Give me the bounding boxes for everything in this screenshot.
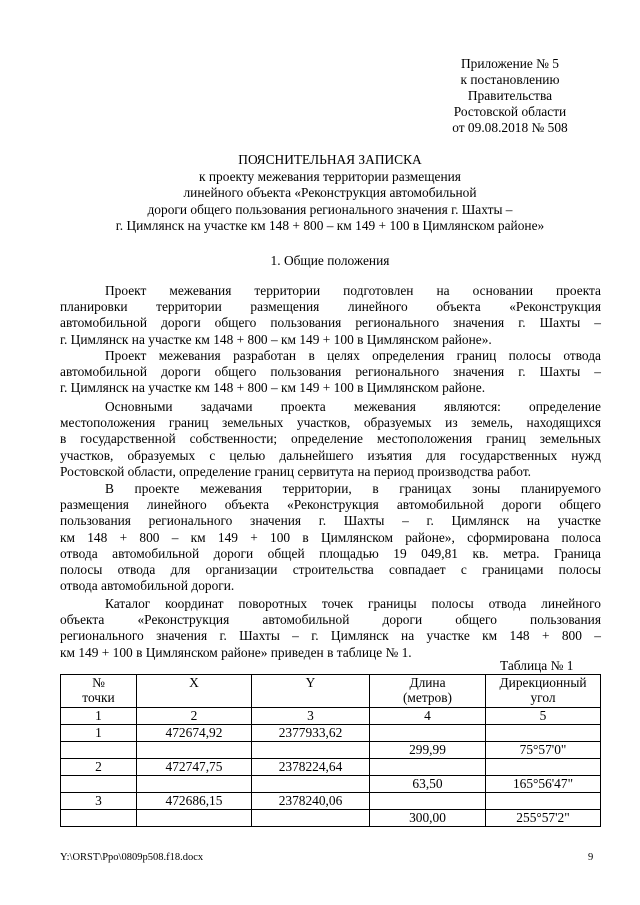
cell-y (252, 742, 370, 759)
text-line: в государственной собственности; определение местоположения границ земельных (60, 431, 601, 447)
cell-length (370, 793, 486, 810)
table-caption: Таблица № 1 (500, 658, 574, 673)
footer-file-path: Y:\ORST\Ppo\0809p508.f18.docx (60, 852, 204, 863)
text-line: планировки территории размещения линейного объекта «Реконструкция (60, 299, 601, 315)
text-line: отвода автомобильной дороги общей площадью 19 049,81 кв. метра. Граница (60, 545, 601, 561)
text-line: Каталог координат поворотных точек границы полосы отвода линейного (105, 596, 601, 611)
text-line: Основными задачами проекта межевания являются: определение (105, 399, 601, 414)
cell-direction (486, 793, 601, 810)
text-line: Проект межевания разработан в целях определения границ полосы отвода (105, 348, 601, 363)
coordinates-table (60, 674, 601, 827)
appendix-block (410, 56, 610, 136)
cell-num (61, 810, 137, 827)
cell-direction (486, 725, 601, 742)
cell-direction (486, 759, 601, 776)
cell-direction: 255°57'2" (486, 810, 601, 827)
text-line: пользования регионального значения г. Шахты – г. Цимлянск на участке (60, 513, 601, 529)
paragraph-1 (60, 283, 601, 348)
appendix-line: Ростовской области (453, 104, 567, 119)
document-heading: ПОЯСНИТЕЛЬНАЯ ЗАПИСКА (238, 152, 422, 167)
appendix-line: к постановлению (460, 72, 560, 87)
header-y: Y (252, 675, 370, 708)
text-line: полосы отвода для организации строительства совпадает с границами полосы (60, 561, 601, 577)
title-line: линейного объекта «Реконструкция автомобильной (183, 185, 477, 200)
cell-length: 299,99 (370, 742, 486, 759)
text-line: автомобильной дороги общего пользования регионального значения г. Шахты – (60, 315, 601, 331)
table-row (61, 810, 601, 827)
cell-length: 300,00 (370, 810, 486, 827)
cell-y: 2378224,64 (252, 759, 370, 776)
text-line: Проект межевания территории подготовлен на основании проекта (105, 283, 601, 298)
paragraph-3 (60, 399, 601, 480)
text-line: отвода автомобильной дороги. (60, 578, 235, 594)
column-number: 4 (370, 708, 486, 725)
cell-y (252, 776, 370, 793)
header-text: Дирекционный (499, 675, 587, 690)
section-heading: 1. Общие положения (270, 253, 390, 268)
header-point-number (61, 675, 137, 708)
header-direction (486, 675, 601, 708)
header-text: точки (82, 690, 115, 705)
text-line: Ростовской области, определение границ сервитута на период производства работ. (60, 463, 532, 479)
table-row (61, 742, 601, 759)
text-line: местоположения границ земельных участков, образуемых из земель, находящихся (60, 415, 601, 431)
column-number: 5 (486, 708, 601, 725)
text-line: г. Цимлянск на участке км 148 + 800 – км 149 + 100 в Цимлянском районе. (60, 380, 486, 396)
appendix-line: Правительства (467, 88, 553, 103)
title-line: к проекту межевания территории размещения (199, 168, 461, 184)
text-line: размещения линейного объекта «Реконструкция автомобильной дороги общего (60, 497, 601, 513)
cell-num: 1 (61, 725, 137, 742)
appendix-line: от 09.08.2018 № 508 (452, 120, 568, 135)
text-line: регионального значения г. Шахты – г. Цимлянск на участке км 148 + 800 – (60, 628, 601, 644)
cell-length (370, 759, 486, 776)
table-row (61, 725, 601, 742)
text-line: объекта «Реконструкция автомобильной дороги общего пользования (60, 612, 601, 628)
paragraph-2 (60, 348, 601, 397)
cell-direction: 75°57'0" (486, 742, 601, 759)
paragraph-5 (60, 596, 601, 661)
header-text: (метров) (402, 690, 453, 705)
header-text: № (92, 675, 105, 690)
cell-x (137, 776, 252, 793)
appendix-line: Приложение № 5 (460, 56, 560, 71)
cell-x: 472686,15 (137, 793, 252, 810)
cell-x (137, 810, 252, 827)
text-line: км 148 + 800 – км 149 + 100 в Цимлянском районе», сформирована полоса (60, 529, 601, 545)
cell-x (137, 742, 252, 759)
title-block (60, 152, 600, 235)
column-number: 2 (137, 708, 252, 725)
column-number: 1 (61, 708, 137, 725)
text-line: г. Цимлянск на участке км 148 + 800 – км 149 + 100 в Цимлянском районе». (60, 331, 492, 347)
cell-num (61, 742, 137, 759)
text-line: автомобильной дороги общего пользования регионального значения г. Шахты – (60, 364, 601, 380)
table-row (61, 776, 601, 793)
paragraph-4 (60, 481, 601, 594)
cell-num: 3 (61, 793, 137, 810)
text-line: км 149 + 100 в Цимлянском районе» приведен в таблице № 1. (60, 644, 412, 660)
cell-length: 63,50 (370, 776, 486, 793)
title-line: дороги общего пользования регионального значения г. Шахты – (147, 201, 513, 217)
cell-direction: 165°56'47" (486, 776, 601, 793)
cell-y: 2378240,06 (252, 793, 370, 810)
table-header-row (61, 675, 601, 708)
column-number: 3 (252, 708, 370, 725)
footer-page-number: 9 (588, 852, 594, 863)
column-number-row (61, 708, 601, 725)
header-text: Длина (409, 675, 446, 690)
text-line: В проекте межевания территории, в границах зоны планируемого (105, 481, 601, 496)
cell-x: 472747,75 (137, 759, 252, 776)
cell-x: 472674,92 (137, 725, 252, 742)
cell-num (61, 776, 137, 793)
cell-length (370, 725, 486, 742)
table-row (61, 759, 601, 776)
cell-num: 2 (61, 759, 137, 776)
title-line: г. Цимлянск на участке км 148 + 800 – км 149 + 100 в Цимлянском районе» (115, 218, 545, 233)
table-row (61, 793, 601, 810)
header-x: X (137, 675, 252, 708)
text-line: участков, образуемых с целью дальнейшего изъятия для государственных нужд (60, 447, 601, 463)
cell-y (252, 810, 370, 827)
cell-y: 2377933,62 (252, 725, 370, 742)
header-text: угол (530, 690, 556, 705)
header-length (370, 675, 486, 708)
